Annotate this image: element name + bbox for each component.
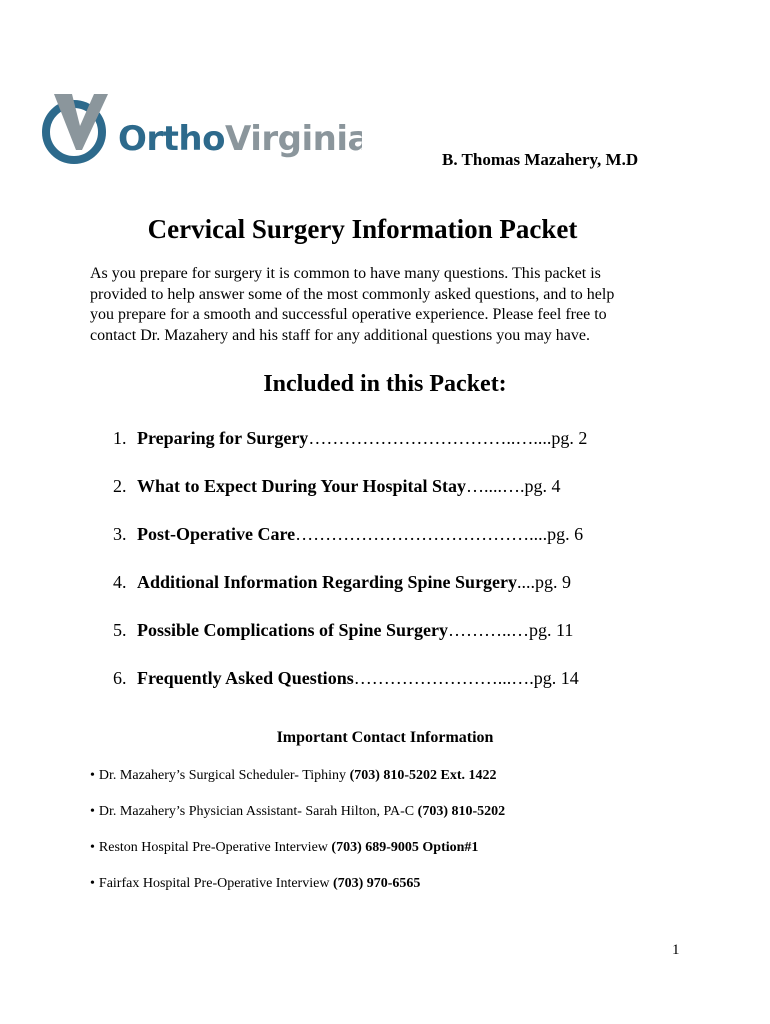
contact-item	[90, 766, 505, 802]
bullet-icon: •	[90, 876, 95, 891]
toc-item	[113, 666, 587, 714]
toc-leader: ………..…	[448, 620, 530, 640]
contact-label: Dr. Mazahery’s Surgical Scheduler- Tiphiny	[98, 768, 350, 783]
toc-title: Additional Information Regarding Spine Surgery	[137, 572, 518, 592]
intro-line: you prepare for a smooth and successful operative experience. Please feel free to	[90, 306, 607, 323]
contact-item	[90, 838, 505, 874]
contact-phone: (703) 810-5202 Ext. 1422	[349, 768, 497, 783]
toc-number: 5.	[113, 620, 127, 640]
contact-info-heading: Important Contact Information	[276, 729, 494, 746]
toc-item	[113, 474, 587, 522]
intro-line: As you prepare for surgery it is common to have many questions. This packet is	[90, 265, 601, 282]
orthovirginia-logo	[42, 92, 362, 168]
toc-page: pg. 6	[547, 524, 584, 544]
contact-item	[90, 802, 505, 838]
toc-item	[113, 522, 587, 570]
contact-label: Fairfax Hospital Pre-Operative Interview	[98, 876, 333, 891]
bullet-icon: •	[90, 768, 95, 783]
toc-page: pg. 2	[551, 428, 588, 448]
toc-title: Frequently Asked Questions	[137, 668, 354, 688]
bullet-icon: •	[90, 804, 95, 819]
page-title: Cervical Surgery Information Packet	[147, 214, 578, 244]
logo-graphic	[42, 92, 362, 168]
svg-text:OrthoVirginia	[118, 119, 362, 159]
logo-text-virginia: Virginia	[225, 119, 362, 159]
toc-page: pg. 14	[533, 668, 579, 688]
logo-text-ortho: Ortho	[118, 119, 225, 159]
bullet-icon: •	[90, 840, 95, 855]
toc-title: Post-Operative Care	[137, 524, 296, 544]
table-of-contents	[113, 426, 587, 714]
toc-item	[113, 426, 587, 474]
toc-number: 2.	[113, 476, 127, 496]
toc-number: 1.	[113, 428, 127, 448]
toc-page: pg. 4	[524, 476, 561, 496]
toc-number: 4.	[113, 572, 127, 592]
toc-title: What to Expect During Your Hospital Stay	[137, 476, 467, 496]
toc-page: pg. 11	[529, 620, 574, 640]
toc-title: Possible Complications of Spine Surgery	[137, 620, 449, 640]
page-number: 1	[672, 942, 680, 958]
intro-line: contact Dr. Mazahery and his staff for any additional questions you may have.	[90, 326, 591, 344]
packet-contents-heading: Included in this Packet:	[263, 371, 507, 397]
toc-item	[113, 618, 587, 666]
contact-label: Reston Hospital Pre-Operative Interview	[98, 840, 332, 855]
toc-title: Preparing for Surgery	[137, 428, 309, 448]
toc-leader: …....….	[466, 476, 525, 496]
toc-item	[113, 570, 587, 618]
contact-list	[90, 766, 505, 910]
intro-line: provided to help answer some of the most commonly asked questions, and to help	[90, 285, 615, 303]
toc-number: 3.	[113, 524, 127, 544]
contact-phone: (703) 689-9005 Option#1	[331, 840, 479, 855]
toc-page: pg. 9	[535, 572, 572, 592]
toc-number: 6.	[113, 668, 127, 688]
contact-phone: (703) 810-5202	[417, 804, 506, 819]
intro-paragraph	[90, 264, 690, 346]
contact-phone: (703) 970-6565	[332, 876, 421, 891]
contact-item	[90, 874, 505, 910]
contact-label: Dr. Mazahery’s Physician Assistant- Sarah Hilton, PA-C	[98, 804, 418, 819]
toc-leader: ……………………………..…....	[308, 428, 552, 448]
toc-leader: ……………………...….	[353, 668, 534, 688]
toc-leader: ....	[517, 572, 536, 592]
doctor-name: B. Thomas Mazahery, M.D	[442, 150, 639, 169]
toc-leader: …………………………………....	[295, 524, 548, 544]
